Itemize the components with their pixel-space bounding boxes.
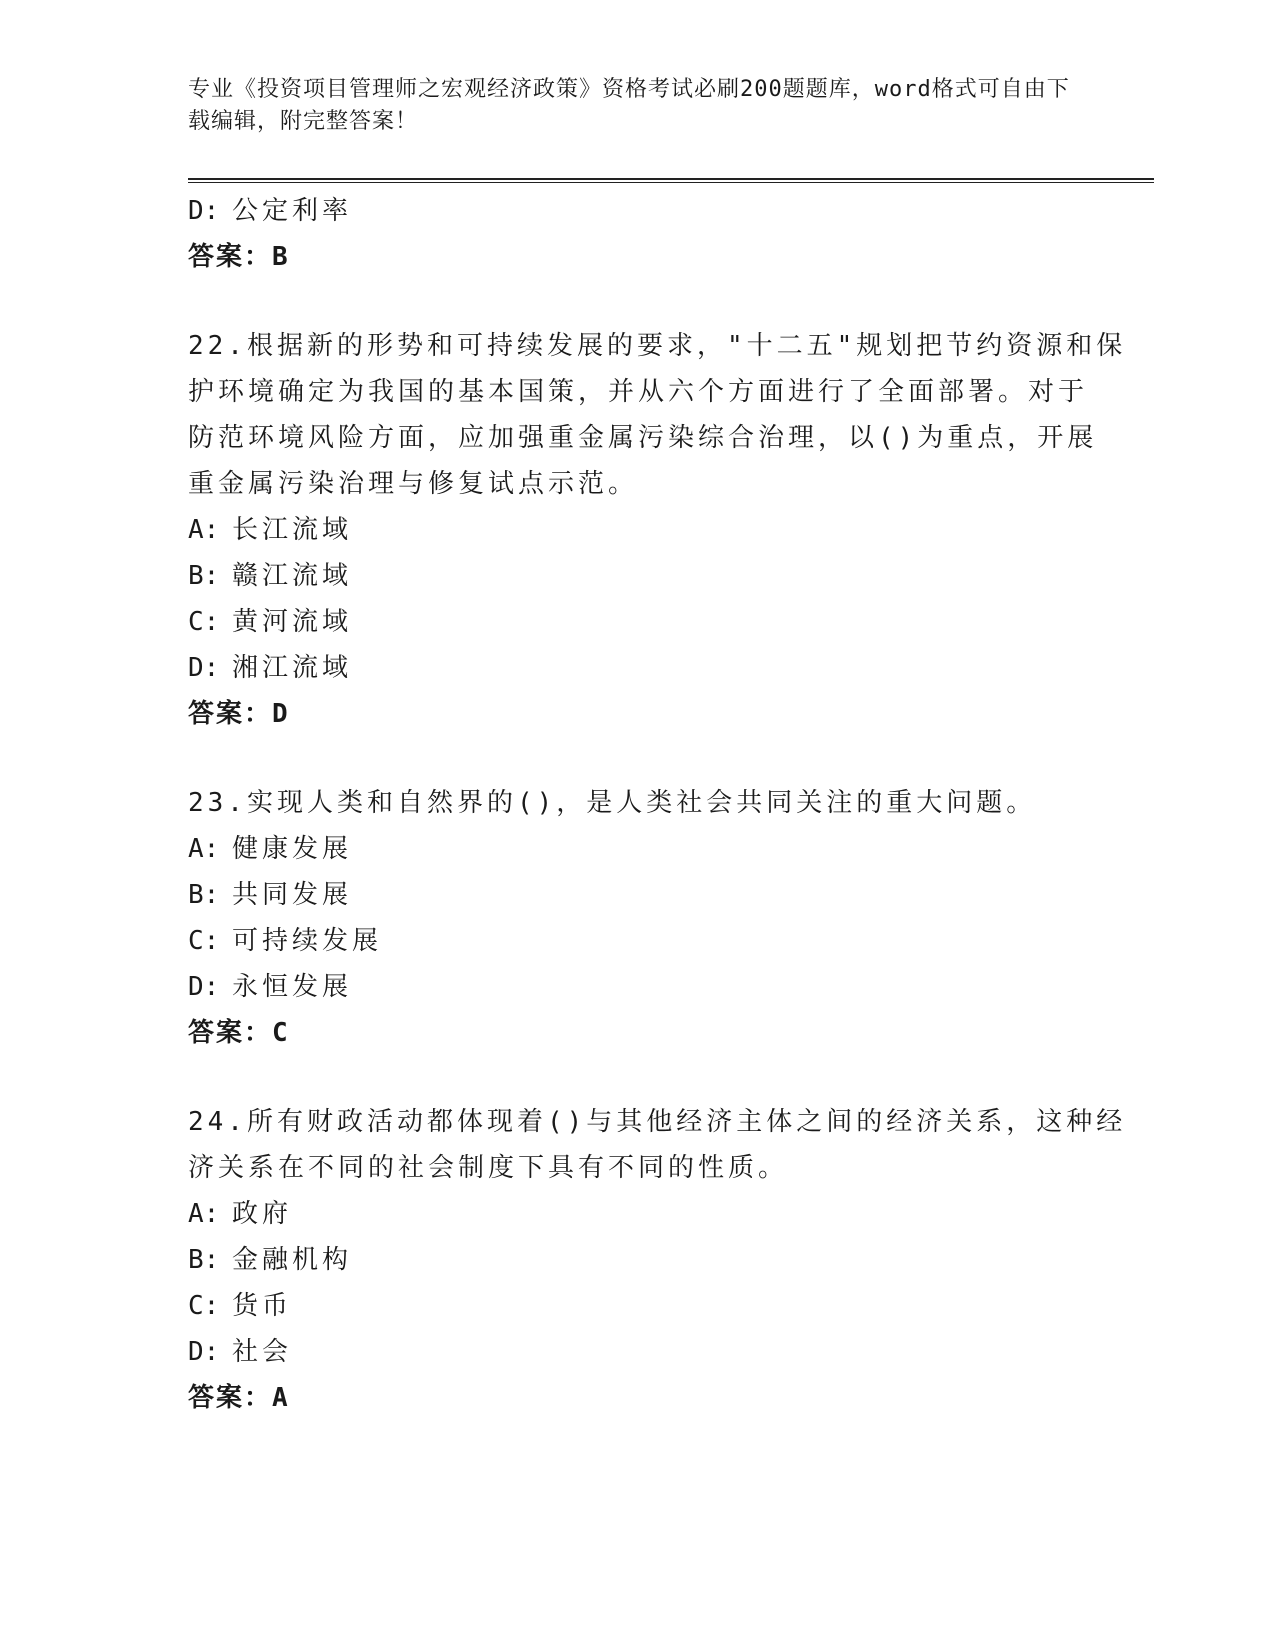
question-stem-line: 防范环境风险方面，应加强重金属污染综合治理，以()为重点，开展 xyxy=(188,423,1098,453)
option-text: 永恒发展 xyxy=(232,972,353,1002)
option-label: D: xyxy=(188,196,220,226)
option-text: 公定利率 xyxy=(232,196,353,226)
question-stem-line: 重金属污染治理与修复试点示范。 xyxy=(188,469,639,499)
option-text: 长江流域 xyxy=(232,515,353,545)
option-c xyxy=(188,918,1088,964)
option-label: D: xyxy=(188,972,220,1002)
option-text: 黄河流域 xyxy=(232,607,353,637)
header-text: 专业《投资项目管理师之宏观经济政策》资格考试必刷200题题库，word格式可自由下载编辑，附完整答案！ xyxy=(188,77,1070,134)
option-d xyxy=(188,1329,1088,1375)
option-label: C: xyxy=(188,926,220,956)
option-label: B: xyxy=(188,561,220,591)
option-b xyxy=(188,1237,1088,1283)
option-label: A: xyxy=(188,834,220,864)
answer: 答案：D xyxy=(188,699,290,729)
option-text: 共同发展 xyxy=(232,880,353,910)
question-24 xyxy=(188,1099,1127,1421)
option-d xyxy=(188,645,1088,691)
option-d xyxy=(188,964,1088,1010)
prev-answer: 答案：B xyxy=(188,242,290,272)
option-text: 货币 xyxy=(232,1291,293,1321)
prev-option-d xyxy=(188,188,1088,234)
question-stem-line: 23.实现人类和自然界的()，是人类社会共同关注的重大问题。 xyxy=(188,788,1037,818)
question-stem-line: 24.所有财政活动都体现着()与其他经济主体之间的经济关系，这种经 xyxy=(188,1107,1127,1137)
question-stem-line: 护环境确定为我国的基本国策，并从六个方面进行了全面部署。对于 xyxy=(188,377,1089,407)
option-label: C: xyxy=(188,607,220,637)
option-text: 政府 xyxy=(232,1199,293,1229)
option-b xyxy=(188,553,1088,599)
option-a xyxy=(188,826,1088,872)
answer: 答案：C xyxy=(188,1018,290,1048)
question-23 xyxy=(188,780,1088,1056)
question-22 xyxy=(188,323,1127,737)
answer: 答案：A xyxy=(188,1383,290,1413)
option-label: D: xyxy=(188,653,220,683)
option-a xyxy=(188,1191,1088,1237)
question-stem-line: 22.根据新的形势和可持续发展的要求，"十二五"规划把节约资源和保 xyxy=(188,331,1127,361)
option-c xyxy=(188,1283,1088,1329)
document-body xyxy=(188,188,1127,1421)
page-header xyxy=(188,74,1088,138)
option-text: 可持续发展 xyxy=(232,926,383,956)
option-label: A: xyxy=(188,1199,220,1229)
option-text: 健康发展 xyxy=(232,834,353,864)
option-c xyxy=(188,599,1088,645)
option-a xyxy=(188,507,1088,553)
question-stem-line: 济关系在不同的社会制度下具有不同的性质。 xyxy=(188,1153,789,1183)
option-text: 赣江流域 xyxy=(232,561,353,591)
option-text: 湘江流域 xyxy=(232,653,353,683)
option-text: 社会 xyxy=(232,1337,293,1367)
option-label: A: xyxy=(188,515,220,545)
option-text: 金融机构 xyxy=(232,1245,353,1275)
option-label: B: xyxy=(188,1245,220,1275)
option-label: D: xyxy=(188,1337,220,1367)
option-label: C: xyxy=(188,1291,220,1321)
header-divider xyxy=(188,178,1154,183)
option-label: B: xyxy=(188,880,220,910)
option-b xyxy=(188,872,1088,918)
